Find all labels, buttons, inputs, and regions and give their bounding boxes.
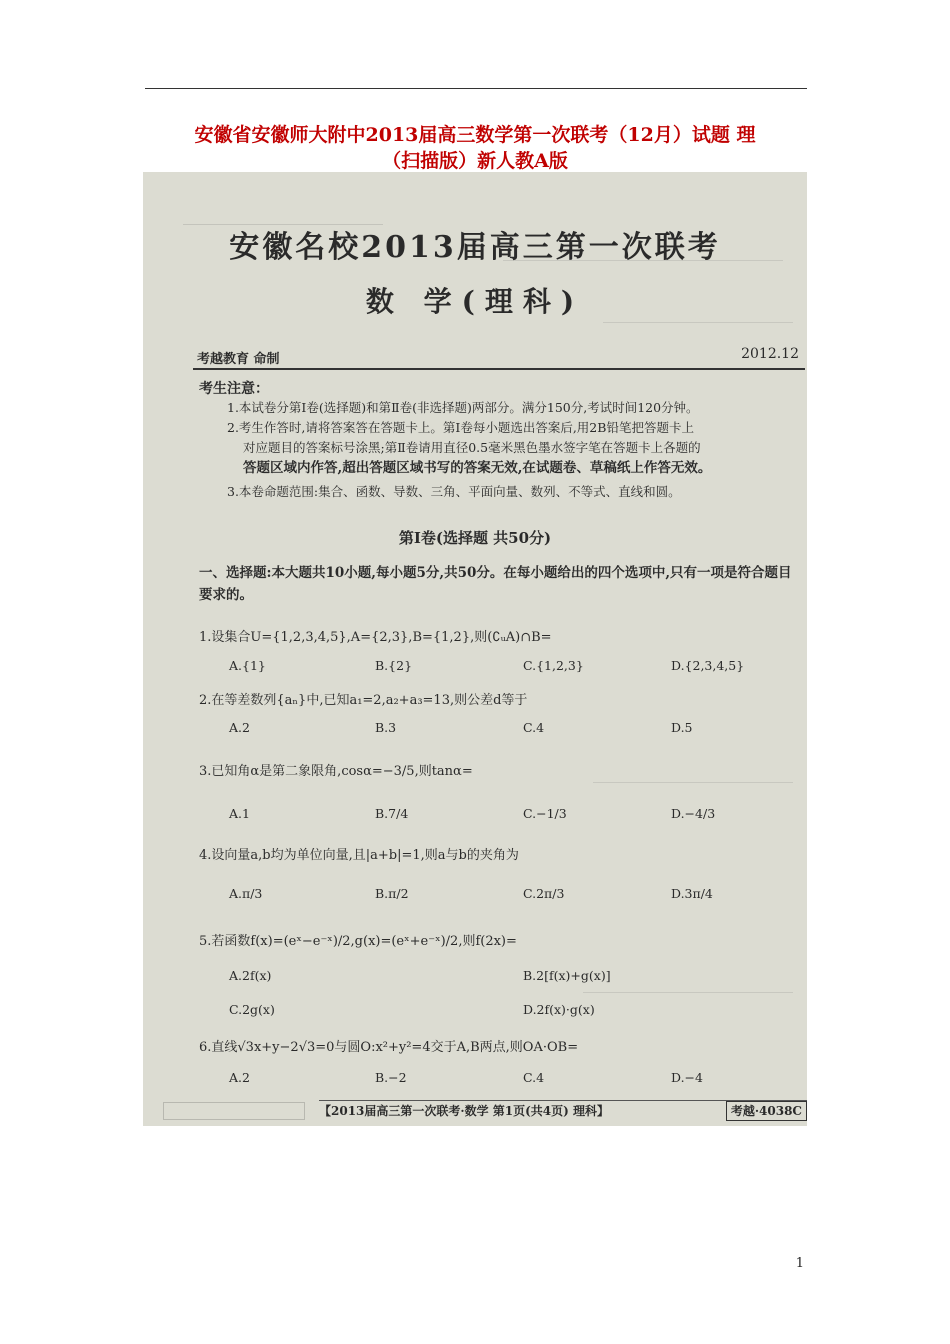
publisher: 考越教育 命制 (197, 352, 280, 367)
document-title (130, 122, 820, 174)
option: B.{2} (375, 658, 413, 673)
meta-divider (193, 368, 805, 370)
question-stem: 6.直线√3x+y−2√3=0与圆O:x²+y²=4交于A,B两点,则OA·OB= (199, 1040, 579, 1055)
section-intro: 一、选择题:本大题共10小题,每小题5分,共50分。在每小题给出的四个选项中,只有一项是符合题目要求的。 (199, 565, 792, 603)
option: A.π/3 (229, 886, 263, 901)
option: B.3 (375, 720, 397, 735)
notice-item: 3.本卷命题范围:集合、函数、导数、三角、平面向量、数列、不等式、直线和圆。 (227, 484, 681, 499)
option: D.{2,3,4,5} (671, 658, 745, 673)
page-number: 1 (795, 1256, 804, 1271)
footer-code: 考越·4038C (726, 1101, 807, 1121)
question-stem: 2.在等差数列{aₙ}中,已知a₁=2,a₂+a₃=13,则公差d等于 (199, 693, 528, 708)
option: D.3π/4 (671, 886, 713, 901)
option: C.4 (523, 1070, 545, 1085)
notice-title: 考生注意： (199, 381, 269, 397)
part-title: 第Ⅰ卷(选择题 共50分) (398, 529, 552, 547)
notice-item: 1.本试卷分第Ⅰ卷(选择题)和第Ⅱ卷(非选择题)两部分。满分150分,考试时间120分钟。 (227, 400, 699, 415)
option: B.2[f(x)+g(x)] (523, 968, 611, 983)
option: A.2f(x) (229, 968, 272, 983)
option: B.7/4 (375, 806, 409, 821)
header-rule (145, 88, 807, 89)
option: A.1 (229, 806, 250, 821)
option: C.2π/3 (523, 886, 565, 901)
title-line-1: 安徽省安徽师大附中2013届高三数学第一次联考（12月）试题 理 (194, 124, 756, 146)
option: C.2g(x) (229, 1002, 275, 1017)
exam-footer (319, 1100, 807, 1121)
exam-title: 安徽名校2013届高三第一次联考 (229, 230, 721, 265)
question-stem: 1.设集合U={1,2,3,4,5},A={2,3},B={1,2},则(∁ᵤA)∩B= (199, 630, 552, 645)
notice-item: 2.考生作答时,请将答案答在答题卡上。第Ⅰ卷每小题选出答案后,用2B铅笔把答题卡上 (227, 420, 694, 435)
option: A.2 (229, 1070, 250, 1085)
option: B.−2 (375, 1070, 407, 1085)
question-stem: 5.若函数f(x)=(eˣ−e⁻ˣ)/2,g(x)=(eˣ+e⁻ˣ)/2,则f(2x)= (199, 934, 517, 949)
option: D.−4 (671, 1070, 703, 1085)
question-stem: 4.设向量a,b均为单位向量,且|a+b|=1,则a与b的夹角为 (199, 848, 519, 863)
question-stem: 3.已知角α是第二象限角,cosα=−3/5,则tanα= (199, 764, 473, 779)
option: C.{1,2,3} (523, 658, 584, 673)
scanned-exam-image (143, 172, 807, 1126)
option: A.2 (229, 720, 250, 735)
option: C.4 (523, 720, 545, 735)
option: D.−4/3 (671, 806, 716, 821)
notice-item: 对应题目的答案标号涂黑;第Ⅱ卷请用直径0.5毫米黑色墨水签字笔在答题卡上各题的 (243, 440, 701, 455)
option: D.5 (671, 720, 693, 735)
option: C.−1/3 (523, 806, 567, 821)
exam-subject: 数 学(理科) (365, 285, 585, 318)
option: D.2f(x)·g(x) (523, 1002, 595, 1017)
option: B.π/2 (375, 886, 409, 901)
notice-item: 答题区域内作答,超出答题区域书写的答案无效,在试题卷、草稿纸上作答无效。 (243, 460, 712, 476)
footer-text: 【2013届高三第一次联考·数学 第1页(共4页) 理科】 (319, 1104, 609, 1118)
bleed-through-box (163, 1102, 305, 1120)
exam-date: 2012.12 (741, 346, 799, 362)
option: A.{1} (229, 658, 266, 673)
title-line-2: （扫描版）新人教A版 (382, 150, 568, 172)
